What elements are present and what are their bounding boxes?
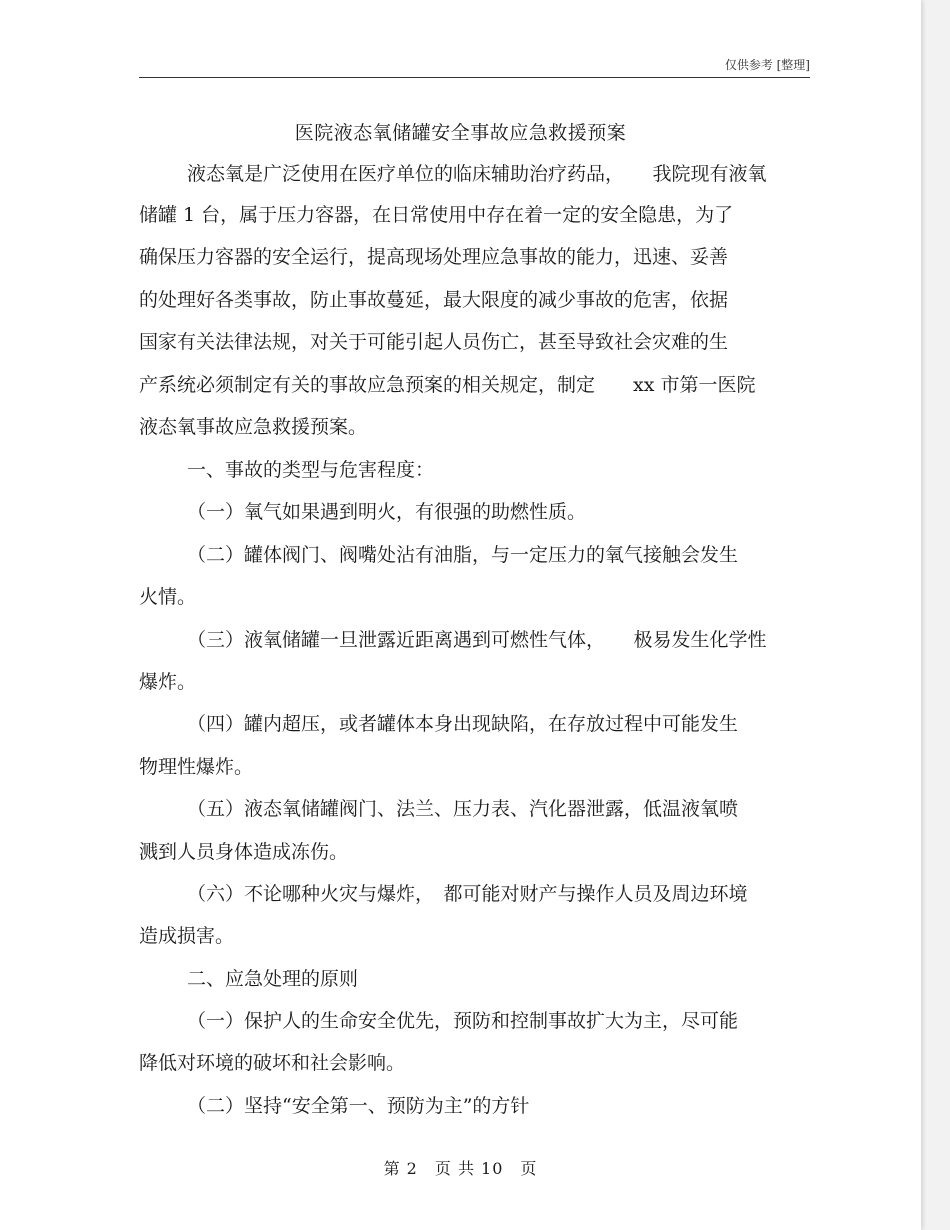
body-line: 国家有关法律法规，对关于可能引起人员伤亡，甚至导致社会灾难的生 bbox=[139, 331, 729, 353]
body-line: 储罐 1 台，属于压力容器，在日常使用中存在着一定的安全隐患，为了 bbox=[139, 204, 734, 226]
body-line: 火情。 bbox=[139, 586, 197, 608]
body-line: （一）保护人的生命安全优先，预防和控制事故扩大为主，尽可能 bbox=[187, 1010, 739, 1032]
body-line: （六）不论哪种火灾与爆炸， 都可能对财产与操作人员及周边环境 bbox=[187, 883, 748, 905]
body-line: 的处理好各类事故，防止事故蔓延，最大限度的减少事故的危害，依据 bbox=[139, 289, 729, 311]
body-line: 液态氧是广泛使用在医疗单位的临床辅助治疗药品， 我院现有液氧 bbox=[187, 163, 767, 185]
body-line: 产系统必须制定有关的事故应急预案的相关规定，制定 xx 市第一医院 bbox=[139, 374, 756, 396]
body-line: （一）氧气如果遇到明火，有很强的助燃性质。 bbox=[187, 501, 587, 523]
document-title: 医院液态氧储罐安全事故应急救援预案 bbox=[294, 122, 627, 144]
body-line: 物理性爆炸。 bbox=[139, 756, 254, 778]
body-line: （二）罐体阀门、阀嘴处沾有油脂，与一定压力的氧气接触会发生 bbox=[187, 544, 739, 566]
body-line: （三）液氧储罐一旦泄露近距离遇到可燃性气体， 极易发生化学性 bbox=[187, 629, 767, 651]
body-line: 确保压力容器的安全运行，提高现场处理应急事故的能力，迅速、妥善 bbox=[139, 246, 729, 268]
page-footer: 第 2 页 共 10 页 bbox=[383, 1159, 538, 1178]
body-line: （五）液态氧储罐阀门、法兰、压力表、汽化器泄露，低温液氧喷 bbox=[187, 798, 739, 820]
body-line: 造成损害。 bbox=[139, 925, 235, 947]
body-line: （二）坚持“安全第一、预防为主”的方针 bbox=[187, 1095, 530, 1117]
body-line: 溅到人员身体造成冻伤。 bbox=[139, 841, 349, 863]
body-line: 液态氧事故应急救援预案。 bbox=[139, 416, 368, 438]
section-heading: 一、事故的类型与危害程度： bbox=[187, 459, 435, 481]
page-header: 仅供参考 [整理] bbox=[724, 58, 810, 72]
body-line: 爆炸。 bbox=[139, 671, 197, 693]
body-line: （四）罐内超压，或者罐体本身出现缺陷，在存放过程中可能发生 bbox=[187, 713, 739, 735]
body-line: 降低对环境的破坏和社会影响。 bbox=[139, 1052, 406, 1074]
section-heading: 二、应急处理的原则 bbox=[187, 968, 359, 990]
header-rule bbox=[139, 77, 810, 78]
